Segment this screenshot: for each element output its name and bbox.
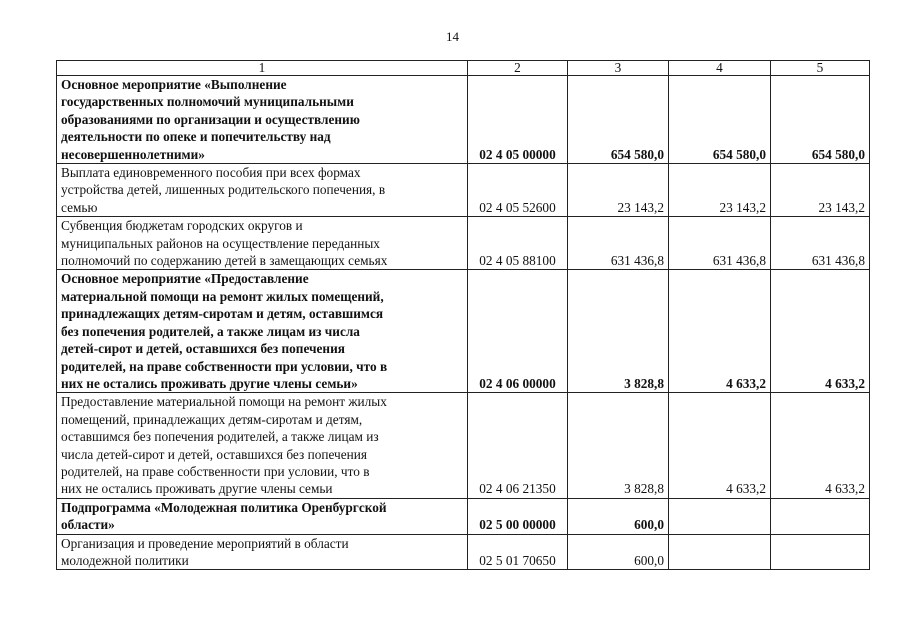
row-value-2: 4 633,2 (669, 393, 771, 498)
row-value-3: 631 436,8 (771, 217, 870, 270)
header-col-2: 2 (468, 61, 568, 76)
table-row (57, 393, 870, 498)
row-value-1: 600,0 (568, 498, 669, 534)
row-name: Основное мероприятие «Предоставление материальной помощи на ремонт жилых помещений, принадлежащих детям-сиротам и детям, оставшимся без попечения родителей, а также лицам из числа детей-сирот и детей, оставшихся без попечения родителей, на праве собственности при условии, что в них не остались проживать другие члены семьи» (57, 270, 468, 393)
row-value-3: 23 143,2 (771, 164, 870, 217)
row-value-3 (771, 534, 870, 570)
row-value-3: 4 633,2 (771, 270, 870, 393)
table-row (57, 76, 870, 164)
row-code: 02 4 06 00000 (468, 270, 568, 393)
row-value-2 (669, 534, 771, 570)
row-code: 02 4 05 88100 (468, 217, 568, 270)
row-code: 02 4 05 00000 (468, 76, 568, 164)
row-value-1: 631 436,8 (568, 217, 669, 270)
table-row (57, 217, 870, 270)
header-col-3: 3 (568, 61, 669, 76)
row-code: 02 4 06 21350 (468, 393, 568, 498)
row-value-3: 654 580,0 (771, 76, 870, 164)
header-col-5: 5 (771, 61, 870, 76)
row-code: 02 4 05 52600 (468, 164, 568, 217)
table-row (57, 534, 870, 570)
row-value-2: 4 633,2 (669, 270, 771, 393)
row-value-3 (771, 498, 870, 534)
header-col-4: 4 (669, 61, 771, 76)
row-name: Предоставление материальной помощи на ремонт жилых помещений, принадлежащих детям-сиротам и детям, оставшимся без попечения родителей, а также лицам из числа детей-сирот и детей, оставшихся без попечения родителей, на праве собственности при условии, что в них не остались проживать другие члены семьи (57, 393, 468, 498)
header-col-1: 1 (57, 61, 468, 76)
row-value-1: 3 828,8 (568, 270, 669, 393)
row-value-2: 631 436,8 (669, 217, 771, 270)
page-number: 14 (446, 29, 459, 44)
table-row (57, 164, 870, 217)
row-name: Субвенция бюджетам городских округов и муниципальных районов на осуществление переданных полномочий по содержанию детей в замещающих семьях (57, 217, 468, 270)
row-code: 02 5 01 70650 (468, 534, 568, 570)
row-value-1: 23 143,2 (568, 164, 669, 217)
row-value-2: 654 580,0 (669, 76, 771, 164)
budget-table (56, 60, 870, 570)
row-value-1: 654 580,0 (568, 76, 669, 164)
row-value-3: 4 633,2 (771, 393, 870, 498)
row-code: 02 5 00 00000 (468, 498, 568, 534)
table-row (57, 498, 870, 534)
row-value-2: 23 143,2 (669, 164, 771, 217)
header-row (57, 61, 870, 76)
row-value-1: 3 828,8 (568, 393, 669, 498)
row-value-1: 600,0 (568, 534, 669, 570)
row-name: Выплата единовременного пособия при всех формах устройства детей, лишенных родительского попечения, в семью (57, 164, 468, 217)
row-name: Подпрограмма «Молодежная политика Оренбургской области» (57, 498, 468, 534)
row-name: Организация и проведение мероприятий в области молодежной политики (57, 534, 468, 570)
row-name: Основное мероприятие «Выполнение государственных полномочий муниципальными образованиями по организации и осуществлению деятельности по опеке и попечительству над несовершеннолетними» (57, 76, 468, 164)
table-row (57, 270, 870, 393)
row-value-2 (669, 498, 771, 534)
